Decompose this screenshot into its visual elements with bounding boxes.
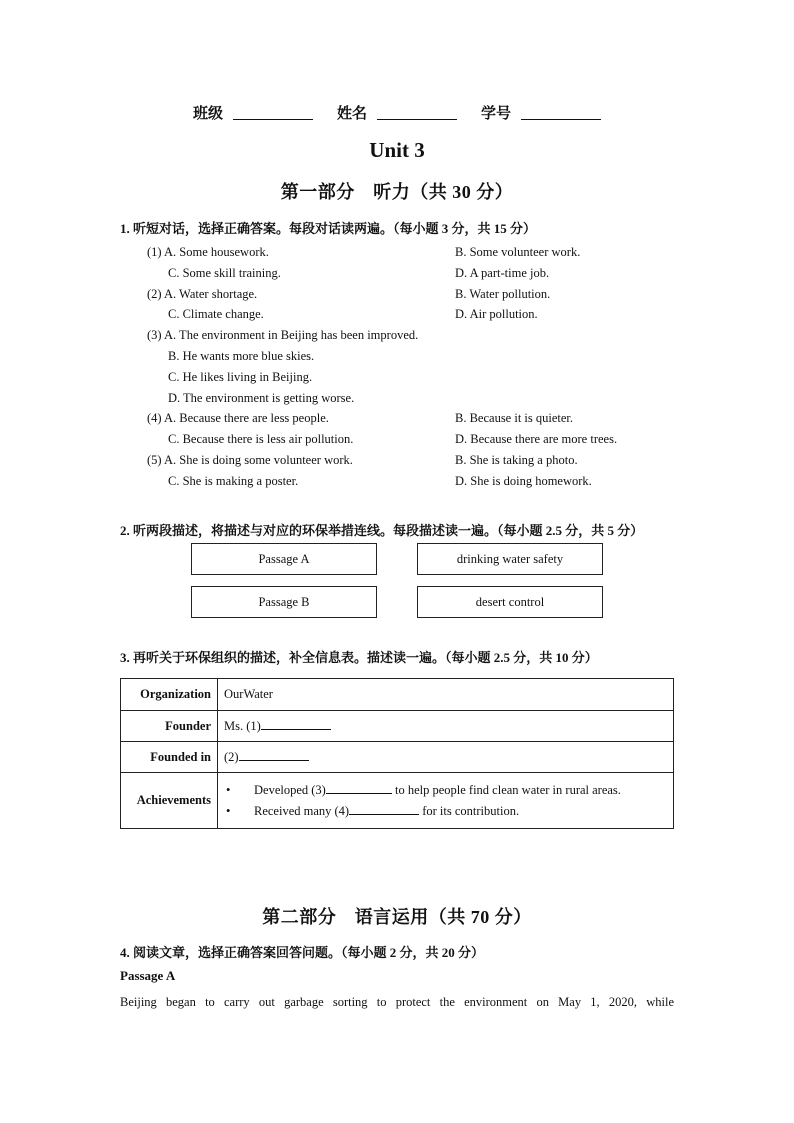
q1-item2-option-c[interactable]: C. Climate change.	[168, 307, 264, 321]
blank-4[interactable]	[349, 803, 419, 815]
passage-a-box[interactable]: Passage A	[191, 543, 377, 575]
achievement-item-1	[224, 780, 667, 801]
drinking-water-safety-box[interactable]: drinking water safety	[417, 543, 603, 575]
q1-item5-option-c[interactable]: C. She is making a poster.	[168, 474, 299, 488]
unit-title: Unit 3	[369, 138, 425, 162]
organization-label: Organization	[121, 679, 218, 711]
q1-item1-option-a[interactable]: (1) A. Some housework.	[147, 245, 269, 259]
passage-a-first-line: Beijing began to carry out garbage sorting to protect the environment on May 1, 2020, while	[120, 995, 674, 1009]
part1-title: 第一部分 听力（共 30 分）	[280, 182, 514, 202]
bullet-icon: •	[226, 782, 231, 797]
achievement-2-suffix: for its contribution.	[422, 803, 520, 818]
founder-cell	[218, 711, 674, 742]
desert-control-box[interactable]: desert control	[417, 586, 603, 618]
student-id-label: 学号	[481, 106, 512, 122]
table-row	[121, 711, 674, 742]
q1-item3-option-c[interactable]: C. He likes living in Beijing.	[168, 370, 313, 384]
q1-item3-option-b[interactable]: B. He wants more blue skies.	[168, 349, 315, 363]
class-label: 班级	[193, 106, 224, 122]
bullet-icon: •	[226, 803, 231, 818]
founder-prefix: Ms. (1)	[224, 719, 261, 733]
achievements-label: Achievements	[121, 773, 218, 829]
q1-item5-option-b[interactable]: B. She is taking a photo.	[455, 453, 578, 467]
founded-in-label: Founded in	[121, 742, 218, 773]
blank-3[interactable]	[326, 782, 392, 794]
q1-item4-option-d[interactable]: D. Because there are more trees.	[455, 432, 618, 446]
table-row	[121, 742, 674, 773]
achievement-item-2	[224, 801, 667, 822]
q1-item1-option-d[interactable]: D. A part-time job.	[455, 266, 550, 280]
achievement-1-prefix: Developed (3)	[254, 782, 326, 797]
passage-b-box[interactable]: Passage B	[191, 586, 377, 618]
student-id-blank[interactable]	[521, 104, 601, 120]
q1-item1-option-b[interactable]: B. Some volunteer work.	[455, 245, 581, 259]
q1-item4-option-a[interactable]: (4) A. Because there are less people.	[147, 411, 329, 425]
q1-item3-option-d[interactable]: D. The environment is getting worse.	[168, 391, 355, 405]
founder-label: Founder	[121, 711, 218, 742]
organization-value: OurWater	[218, 679, 674, 711]
table-row	[121, 679, 674, 711]
q2-title: 2. 听两段描述，将描述与对应的环保举措连线。每段描述读一遍。（每小题 2.5 分，共 5 分）	[120, 523, 644, 538]
achievement-1-suffix: to help people find clean water in rural areas.	[394, 782, 621, 797]
name-blank[interactable]	[377, 104, 457, 120]
blank-1[interactable]	[261, 718, 331, 730]
q3-title: 3. 再听关于环保组织的描述，补全信息表。描述读一遍。（每小题 2.5 分，共 10 分）	[120, 650, 598, 665]
class-blank[interactable]	[233, 104, 313, 120]
achievements-cell	[218, 773, 674, 829]
q1-item1-option-c[interactable]: C. Some skill training.	[168, 266, 281, 280]
founded-in-cell	[218, 742, 674, 773]
q1-item3-option-a[interactable]: (3) A. The environment in Beijing has been improved.	[147, 328, 419, 342]
passage-a-label: Passage A	[120, 968, 176, 983]
q1-item4-option-c[interactable]: C. Because there is less air pollution.	[168, 432, 354, 446]
q1-item5-option-a[interactable]: (5) A. She is doing some volunteer work.	[147, 453, 353, 467]
table-row	[121, 773, 674, 829]
achievement-2-prefix: Received many (4)	[254, 803, 350, 818]
q1-title: 1. 听短对话，选择正确答案。每段对话读两遍。（每小题 3 分，共 15 分）	[120, 221, 537, 236]
blank-2[interactable]	[239, 749, 309, 761]
founded-prefix: (2)	[224, 750, 239, 764]
q1-item2-option-b[interactable]: B. Water pollution.	[455, 287, 551, 301]
part2-title: 第二部分 语言运用（共 70 分）	[262, 907, 532, 927]
q1-item2-option-d[interactable]: D. Air pollution.	[455, 307, 538, 321]
organization-info-table	[120, 678, 674, 829]
name-label: 姓名	[337, 106, 368, 122]
q1-item5-option-d[interactable]: D. She is doing homework.	[455, 474, 592, 488]
q4-title: 4. 阅读文章，选择正确答案回答问题。（每小题 2 分，共 20 分）	[120, 945, 485, 960]
q1-item2-option-a[interactable]: (2) A. Water shortage.	[147, 287, 258, 301]
q1-item4-option-b[interactable]: B. Because it is quieter.	[455, 411, 574, 425]
